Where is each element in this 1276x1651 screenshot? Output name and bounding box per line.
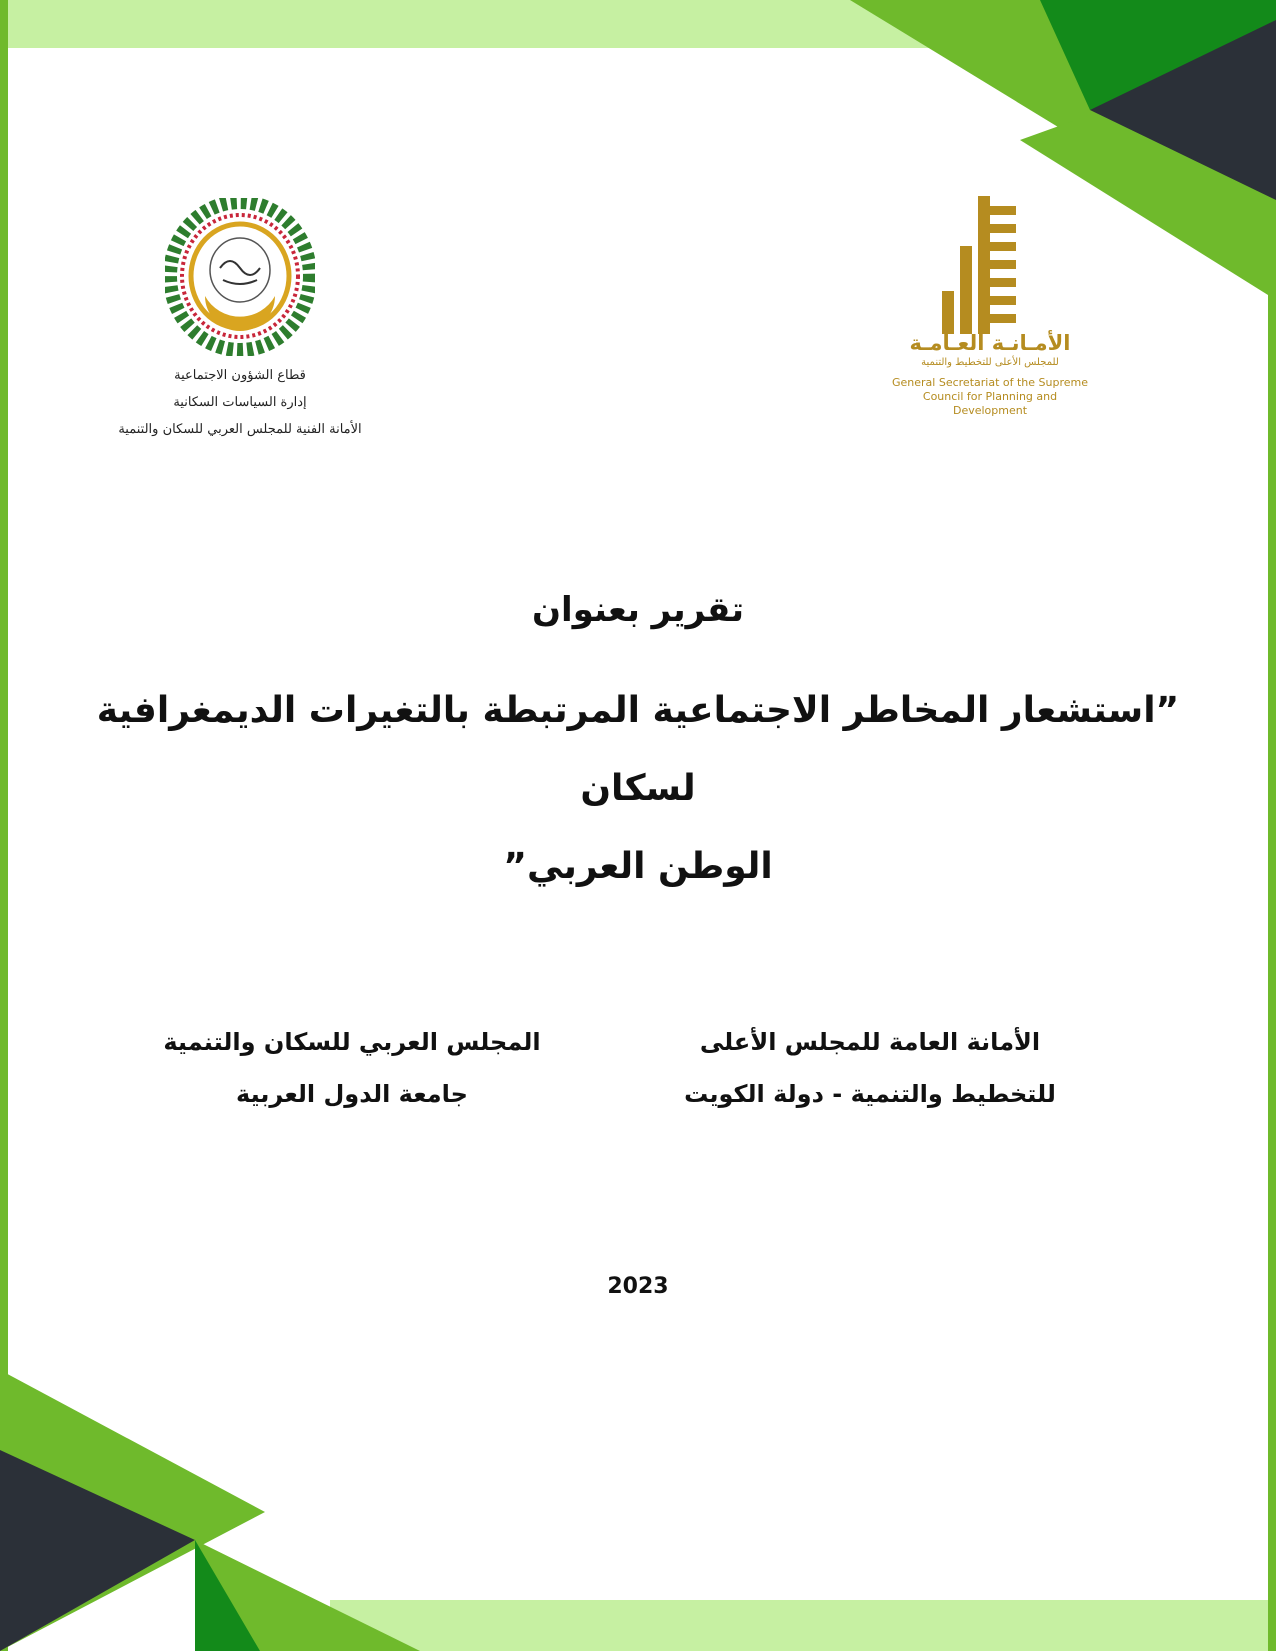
org-left-line2: جامعة الدول العربية — [236, 1080, 468, 1108]
league-sector-line: قطاع الشؤون الاجتماعية — [174, 368, 306, 383]
league-secretariat-line: الأمانة الفنية للمجلس العربي للسكان والتنمية — [118, 422, 362, 437]
arab-league-emblem — [165, 198, 315, 356]
league-department-line: إدارة السياسات السكانية — [173, 395, 307, 410]
council-english-line1: General Secretariat of the Supreme — [892, 376, 1088, 389]
report-title-line1: ”استشعار المخاطر الاجتماعية المرتبطة بالتغيرات الديمغرافية لسكان — [96, 690, 1180, 809]
org-left-line1: المجلس العربي للسكان والتنمية — [163, 1028, 541, 1056]
org-right-line1: الأمانة العامة للمجلس الأعلى — [699, 1028, 1041, 1056]
league-department-block — [90, 362, 390, 443]
report-title-line2: الوطن العربي” — [503, 846, 773, 887]
report-title — [90, 672, 1186, 906]
council-english-line2: Council for Planning and — [922, 390, 1058, 403]
org-right-line2: للتخطيط والتنمية - دولة الكويت — [684, 1080, 1056, 1108]
council-arabic-name: الأمـانـة العـامـة — [909, 331, 1071, 355]
org-kuwait-council — [640, 1016, 1100, 1120]
council-english-name — [880, 376, 1100, 418]
org-arab-council — [122, 1016, 582, 1120]
report-year: 2023 — [607, 1274, 669, 1299]
report-label: تقرير بعنوان — [532, 590, 744, 630]
supreme-council-brand — [880, 330, 1100, 418]
supreme-council-building-logo — [940, 196, 1020, 334]
council-english-line3: Development — [952, 404, 1028, 417]
council-arabic-sub: للمجلس الأعلى للتخطيط والتنمية — [921, 357, 1059, 368]
